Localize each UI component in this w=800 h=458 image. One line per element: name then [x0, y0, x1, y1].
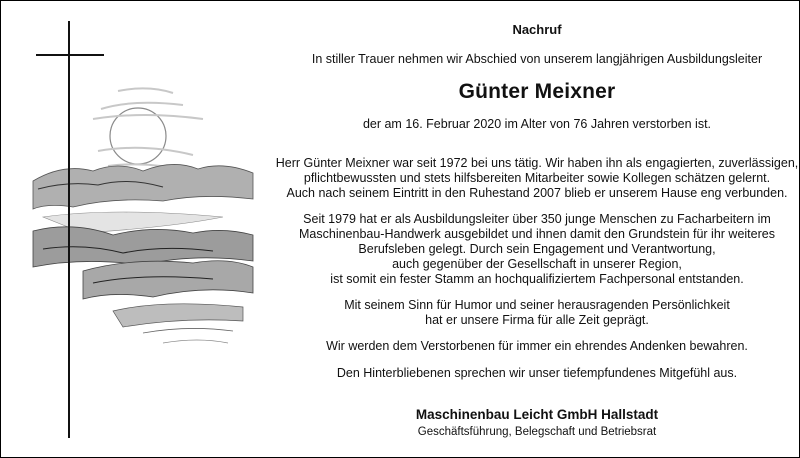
paragraph3-line: hat er unsere Firma für alle Zeit geprägt.: [425, 313, 649, 327]
paragraph2-line: auch gegenüber der Gesellschaft in unserer Region,: [392, 257, 682, 271]
paragraph5: Den Hinterbliebenen sprechen wir unser tiefempfundenes Mitgefühl aus.: [336, 366, 738, 380]
paragraph2-line: Berufsleben gelegt. Durch sein Engagement und Verantwortung,: [358, 242, 716, 256]
mountain-ridge-icon: [33, 164, 253, 209]
signatories: Geschäftsführung, Belegschaft und Betriebsrat: [417, 426, 657, 438]
death-line: der am 16. Februar 2020 im Alter von 76 Jahren verstorben ist.: [362, 117, 712, 131]
paragraph2-line: Maschinenbau-Handwerk ausgebildet und ihnen damit den Grundstein für ihr weiteres: [299, 227, 775, 241]
company-name: Maschinenbau Leicht GmbH Hallstadt: [415, 407, 659, 422]
deceased-name: Günter Meixner: [458, 80, 616, 103]
paragraph4: Wir werden dem Verstorbenen für immer ein ehrendes Andenken bewahren.: [326, 339, 748, 353]
paragraph1-line: Auch nach seinem Eintritt in den Ruhestand 2007 blieb er unserem Hause eng verbunden.: [286, 186, 788, 200]
cross-landscape-illustration: [23, 21, 273, 441]
paragraph3-line: Mit seinem Sinn für Humor und seiner herausragenden Persönlichkeit: [344, 298, 730, 312]
intro-line: In stiller Trauer nehmen wir Abschied von unserem langjährigen Ausbildungsleiter: [311, 52, 763, 66]
paragraph2-line: ist somit ein fester Stamm an hochqualifiziertem Fachpersonal entstanden.: [330, 272, 744, 286]
heading: Nachruf: [512, 22, 562, 37]
paragraph1-line: Herr Günter Meixner war seit 1972 bei uns tätig. Wir haben ihn als engagierten, zuverlässigen,: [275, 156, 799, 170]
paragraph2-line: Seit 1979 hat er als Ausbildungsleiter über 350 junge Menschen zu Facharbeitern im: [303, 212, 771, 226]
paragraph1-line: pflichtbewussten und stets hilfsbereiten Mitarbeiter sowie Kollegen schätzen gelernt.: [303, 171, 771, 185]
